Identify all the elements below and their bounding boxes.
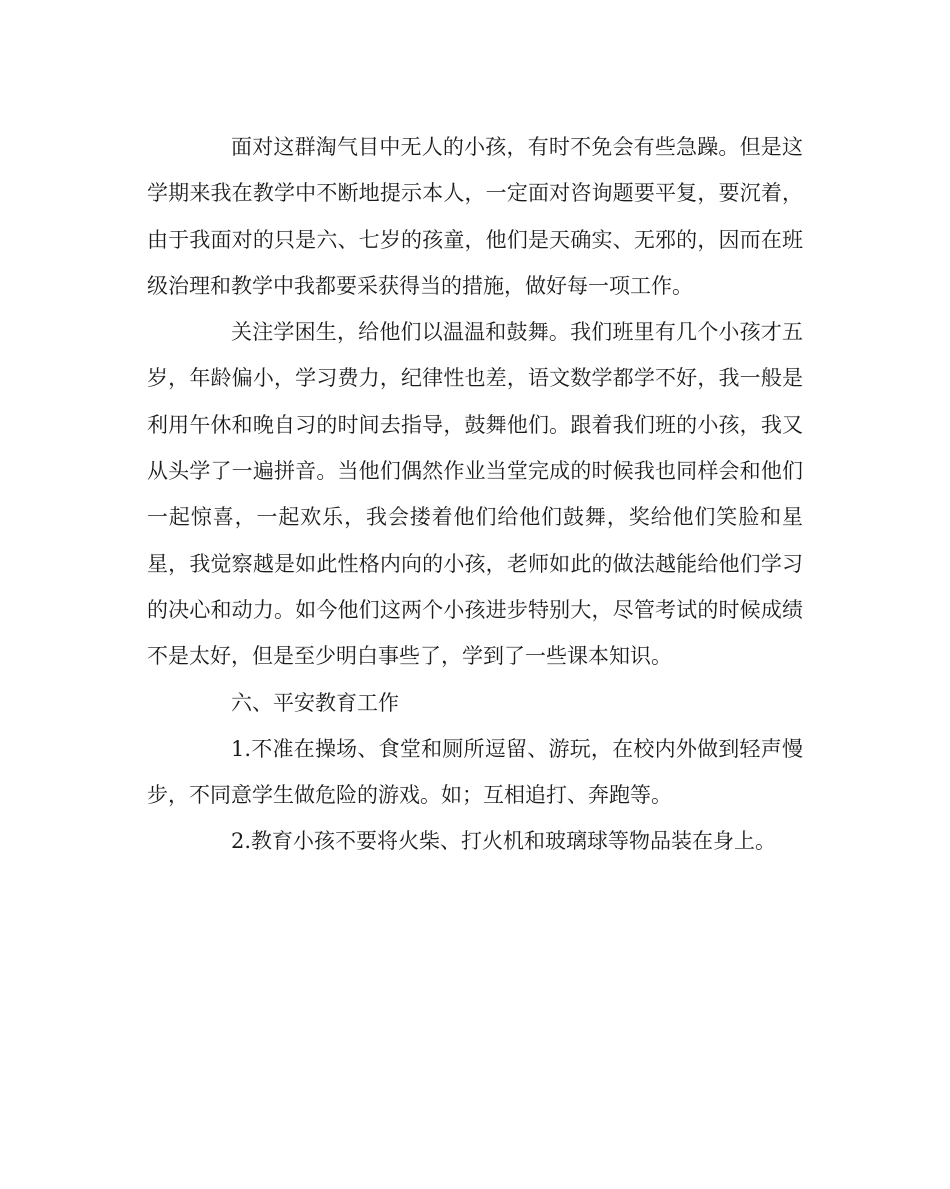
section-heading-safety-education: 六、平安教育工作 bbox=[231, 690, 399, 715]
paragraph-patience: 面对这群淘气目中无人的小孩，有时不免会有些急躁。但是这学期来我在教学中不断地提示本人，一定面对咨询题要平复，要沉着，由于我面对的只是六、七岁的孩童，他们是天确实、无邪的，因而在班级治理和教学中我都要采获得当的措施，做好每一项工作。 bbox=[147, 135, 803, 298]
paragraph-struggling-students: 关注学困生，给他们以温温和鼓舞。我们班里有几个小孩才五岁，年龄偏小，学习费力，纪律性也差，语文数学都学不好，我一般是利用午休和晚自习的时间去指导，鼓舞他们。跟着我们班的小孩，我又从头学了一遍拼音。当他们偶然作业当堂完成的时候我也同样会和他们一起惊喜，一起欢乐，我会搂着他们给他们鼓舞，奖给他们笑脸和星星，我觉察越是如此性格内向的小孩，老师如此的做法越能给他们学习的决心和动力。如今他们这两个小孩进步特别大，尽管考试的时候成绩不是太好，但是至少明白事些了，学到了一些课本知识。 bbox=[147, 320, 803, 669]
paragraph-safety-rule-2: 2.教育小孩不要将火柴、打火机和玻璃球等物品装在身上。 bbox=[231, 829, 777, 854]
paragraph-safety-rule-1: 1.不准在操场、食堂和厕所逗留、游玩，在校内外做到轻声慢步，不同意学生做危险的游戏。如；互相追打、奔跑等。 bbox=[147, 736, 803, 808]
document-body bbox=[147, 124, 803, 865]
